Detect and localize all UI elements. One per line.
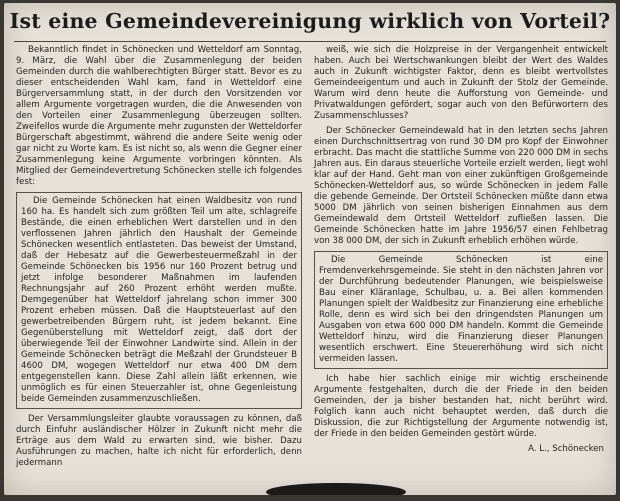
ink-stain bbox=[266, 483, 406, 495]
closing-paragraph: Ich habe hier sachlich einige mir wichtig erscheinende Argumente festgehalten, durch die der Friede in den beiden Gemeinden, der ja bisher bestanden hat, nicht berührt wird. Folglich kann auch nicht behauptet werden, daß durch die Diskussion, die zur Richtigstellung der Argumente notwendig ist, der Friede in den beiden Gemeinden gestört würde. bbox=[314, 374, 608, 439]
headline-rule bbox=[14, 41, 606, 42]
headline: Ist eine Gemeindevereinigung wirklich von Vorteil? bbox=[9, 9, 611, 33]
forest-paragraph-boxed: Die Gemeinde Schönecken hat einen Waldbesitz von rund 160 ha. Es handelt sich zum größten Teil um alte, schlagreife Bestände, die einen erheblichen Wert darstellen und in den verflossenen Jahren jährlich den Haushalt der Gemeinde Schönecken wesentlich entlasteten. Das beweist der Umstand, daß der Hebesatz auf die Gewerbesteuermeßzahl in der Gemeinde Schönecken bis 1956 nur 160 Prozent betrug und jetzt infolge besonderer Maßnahmen im laufenden Rechnungsjahr auf 260 Prozent erhöht werden mußte. Demgegenüber hat Wetteldorf jahrelang schon immer 300 Prozent erheben müssen. Daß die Hauptsteuerlast auf den gewerbetreibenden Bürgern ruht, ist jedem bekannt. Eine Gegenüberstellung mit Wetteldorf zeigt, daß dort der überwiegende Teil der Einwohner Landwirte sind. Allein in der Gemeinde Schönecken beträgt die Meßzahl der Grundsteuer B 4600 DM, wogegen Wetteldorf nur etwa 400 DM dem entgegenstellen kann. Diese Zahl allein läßt erkennen, wie unmöglich es für einen Steuerzahler ist, ohne Gegenleistung beide Gemeinden zusammenzuschließen. bbox=[16, 192, 302, 409]
author-signature: A. L., Schönecken bbox=[528, 444, 604, 454]
forest-yield-paragraph: Der Schönecker Gemeindewald hat in den letzten sechs Jahren einen Durchschnittsertrag von rund 30 DM pro Kopf der Einwohner erbracht. Das macht die stattliche Summe von 220 000 DM in sechs Jahren aus. Ein daraus steuerliche Vorteile erzielt werden, liegt wohl klar auf der Hand. Geht man von einer zukünftigen Großgemeinde Schönecken-Wetteldorf aus, so würde Schönecken in jedem Falle die gebende Gemeinde. Der Ortsteil Schönecken müßte dann etwa 5000 DM jährlich von seinen bisherigen Einnahmen aus dem Gemeindewald dem Ortsteil Wetteldorf zufließen lassen. Die Gemeinde Schönecken hatte im Jahre 1956/57 einen Fehlbetrag von 38 000 DM, der sich in Zukunft erheblich erhöhen würde. bbox=[314, 126, 608, 246]
intro-paragraph: Bekanntlich findet in Schönecken und Wetteldorf am Sonntag, 9. März, die Wahl über die Zusammenlegung der beiden Gemeinden durch die wahlberechtigten Bürger statt. Bevor es zu dieser entscheidenden Wahl kam, fand in Wetteldorf eine Bürgerversammlung statt, in der durch den Vorsitzenden vor allem Argumente vorgetragen wurden, die die Anwesenden von den Vorteilen einer Zusammenlegung überzeugen sollten. Zweifellos wurde die Argumente mehr zugunsten der Wetteldorfer Bürgerschaft abgestimmt, während die andere Seite wenig oder gar nicht zu Worte kam. Es ist nicht so, als wenn die Gegner einer Zusammenlegung keine Argumente vorbringen könnten. Als Mitglied der Gemeindevertretung Schönecken stelle ich folgendes fest: bbox=[16, 45, 302, 187]
tourism-paragraph-boxed: Die Gemeinde Schönecken ist eine Fremdenverkehrsgemeinde. Sie steht in den nächsten Jahren vor der Durchführung bedeutender Planungen, wie beispielsweise Bau einer Kläranlage, Schulbau, u. a. Bei allen kommenden Planungen spielt der Waldbesitz zur Finanzierung eine erhebliche Rolle, denn es wird sich bei den dringendsten Planungen um Ausgaben von etwa 600 000 DM handeln. Kommt die Gemeinde Wetteldorf hinzu, wird die Finanzierung dieser Planungen wesentlich erschwert. Eine Steuererhöhung wird sich nicht vermeiden lassen. bbox=[314, 251, 608, 369]
forest-value-paragraph: weiß, wie sich die Holzpreise in der Vergangenheit entwickelt haben. Auch bei Wertschwankungen bleibt der Wert des Waldes auch in Zukunft wichtigster Faktor, denn es bleibt wertvollstes Gemeindeeigentum und auch in Zukunft der Stolz der Gemeinde. Warum wird denn heute die Aufforstung von Gemeinde- und Privatwaldungen gefördert, sogar auch von den Befürwortern des Zusammenschlusses? bbox=[314, 45, 608, 121]
left-column bbox=[16, 45, 302, 473]
newspaper-clipping bbox=[4, 3, 616, 495]
timber-paragraph: Der Versammlungsleiter glaubte voraussagen zu können, daß durch Einfuhr ausländischer Hölzer in Zukunft nicht mehr die Erträge aus dem Wald zu erwarten sind, wie bisher. Dazu Ausführungen zu machen, halte ich nicht für erforderlich, denn jedermann bbox=[16, 414, 302, 468]
right-column bbox=[314, 45, 608, 455]
